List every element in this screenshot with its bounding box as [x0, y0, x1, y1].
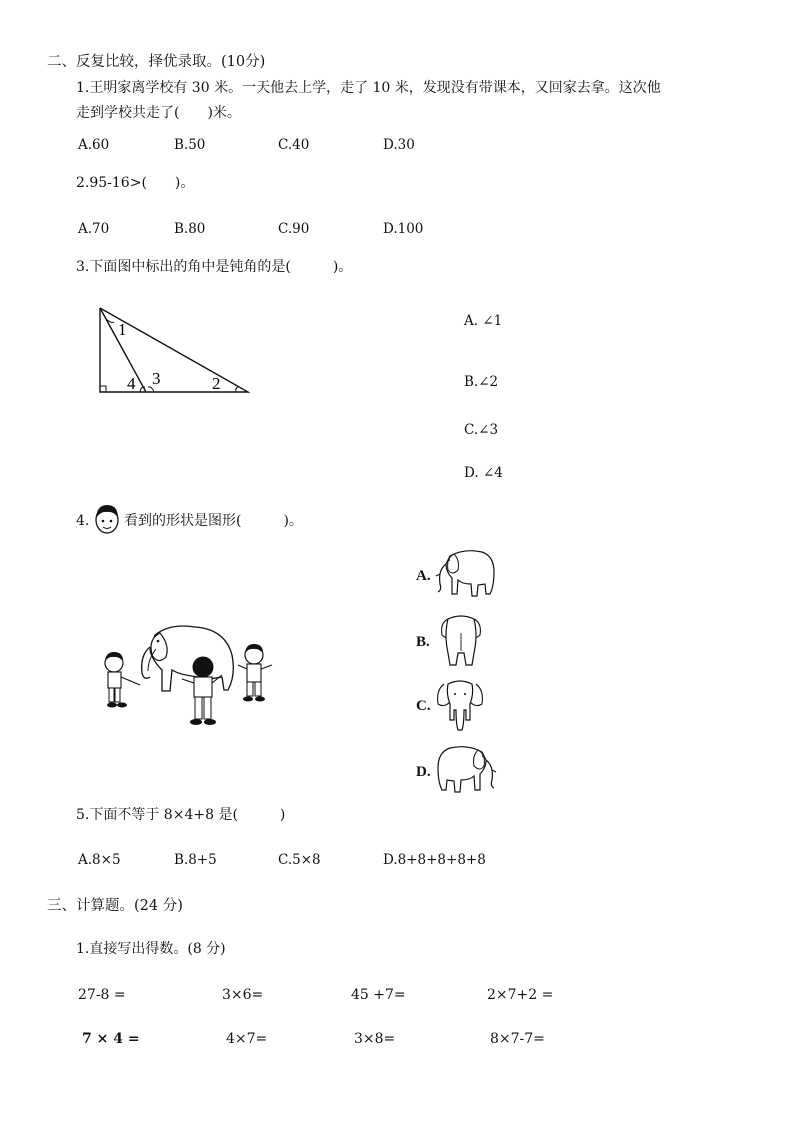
calc-row2-item4: 8×7-7= [490, 1031, 545, 1047]
q4-option-a[interactable]: A. [416, 568, 431, 584]
q1-option-a[interactable]: A.60 [78, 137, 110, 153]
elephant-back-image [438, 613, 484, 667]
child-face-icon [92, 502, 122, 536]
q3-option-d[interactable]: D. ∠4 [464, 465, 503, 481]
q4-option-c[interactable]: C. [416, 698, 431, 714]
triangle-figure [90, 300, 260, 400]
q1-option-c[interactable]: C.40 [278, 137, 310, 153]
q1-option-b[interactable]: B.50 [174, 137, 206, 153]
calc-row2-item3: 3×8= [354, 1031, 396, 1047]
elephant-side-right-image [434, 742, 498, 798]
calc-row1-item1: 27-8 = [78, 987, 126, 1003]
section3-title: 三、计算题。(24 分) [47, 898, 183, 914]
q5-option-b[interactable]: B.8+5 [174, 852, 217, 868]
q2-option-d[interactable]: D.100 [383, 221, 424, 237]
elephant-front-image [436, 680, 484, 734]
q4-option-d[interactable]: D. [416, 764, 431, 780]
q4-option-b[interactable]: B. [416, 634, 430, 650]
elephant-side-left-image [434, 546, 498, 602]
q3-option-a[interactable]: A. ∠1 [464, 313, 503, 329]
q3-option-c[interactable]: C.∠3 [464, 422, 499, 438]
q5-option-c[interactable]: C.5×8 [278, 852, 321, 868]
angle-label-1: 1 [118, 320, 127, 339]
q5-option-d[interactable]: D.8+8+8+8+8 [383, 852, 486, 868]
q3-option-b[interactable]: B.∠2 [464, 374, 499, 390]
calc-row2-item2: 4×7= [226, 1031, 268, 1047]
q4-number: 4. [76, 513, 90, 529]
q4-text: 看到的形状是图形( )。 [124, 513, 303, 529]
q3-text: 3.下面图中标出的角中是钝角的是( )。 [76, 259, 353, 275]
q2-text: 2.95-16>( )。 [76, 175, 195, 191]
q1-option-d[interactable]: D.30 [383, 137, 415, 153]
elephant-children-scene-image [100, 615, 280, 735]
angle-label-4: 4 [127, 374, 136, 393]
calc-row1-item2: 3×6= [222, 987, 264, 1003]
q5-option-a[interactable]: A.8×5 [78, 852, 121, 868]
calc-row2-item1: 7 × 4 = [82, 1031, 140, 1047]
angle-label-2: 2 [212, 374, 221, 393]
q5-text: 5.下面不等于 8×4+8 是( ) [76, 807, 286, 823]
calc-row1-item4: 2×7+2 = [487, 987, 554, 1003]
q2-option-b[interactable]: B.80 [174, 221, 206, 237]
section3-q1-title: 1.直接写出得数。(8 分) [76, 941, 226, 957]
calc-row1-item3: 45 +7= [351, 987, 406, 1003]
q1-text-line1: 1.王明家离学校有 30 米。一天他去上学，走了 10 米，发现没有带课本，又回家去拿。这次他 [76, 80, 661, 96]
q2-option-c[interactable]: C.90 [278, 221, 310, 237]
angle-label-3: 3 [152, 369, 161, 388]
section2-title: 二、反复比较，择优录取。(10分) [47, 54, 266, 70]
q1-text-line2: 走到学校共走了( )米。 [76, 105, 241, 121]
q2-option-a[interactable]: A.70 [78, 221, 110, 237]
